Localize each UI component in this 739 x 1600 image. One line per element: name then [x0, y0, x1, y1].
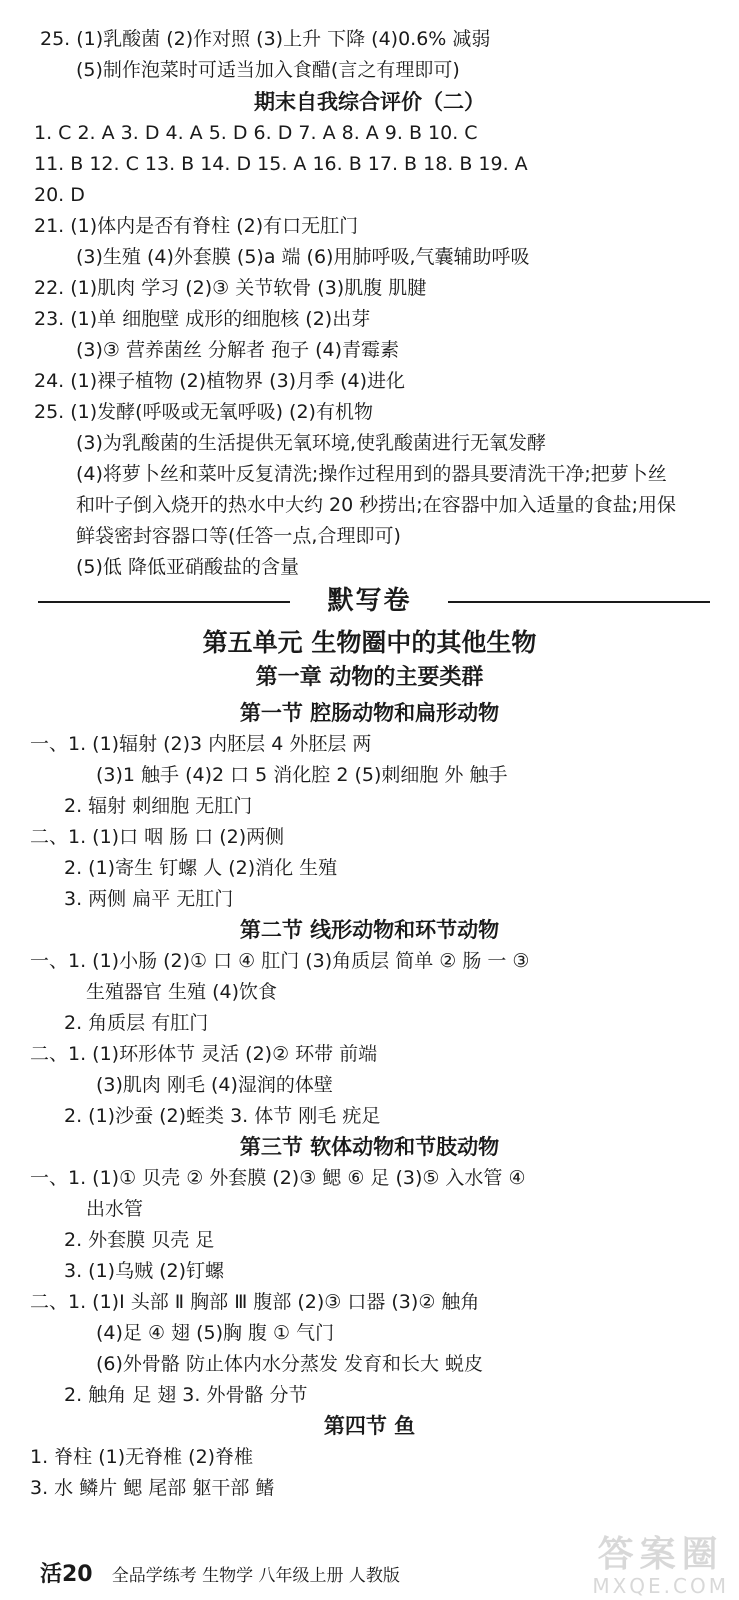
chapter-title: 第一章 动物的主要类群 [255, 665, 484, 690]
answer-line: (3)肌肉 刚毛 (4)湿润的体壁 [96, 1074, 333, 1096]
section-heading: 第四节 鱼 [323, 1414, 416, 1438]
answer-line: 3. (1)乌贼 (2)钉螺 [64, 1260, 225, 1282]
answer-line: 二、1. (1)口 咽 肠 口 (2)两侧 [30, 826, 285, 848]
answer-line: 2. 辐射 刺细胞 无肛门 [64, 795, 253, 817]
book-title: 全品学练考 生物学 八年级上册 人教版 [111, 1566, 400, 1586]
answer-line: (3)生殖 (4)外套膜 (5)a 端 (6)用肺呼吸,气囊辅助呼吸 [76, 246, 530, 268]
answer-line: 鲜袋密封容器口等(任答一点,合理即可) [76, 525, 401, 547]
answer-line: 二、1. (1)Ⅰ 头部 Ⅱ 胸部 Ⅲ 腹部 (2)③ 口器 (3)② 触角 [30, 1291, 480, 1313]
answer-line: 1. 脊柱 (1)无脊椎 (2)脊椎 [30, 1446, 254, 1468]
answer-line: (3)③ 营养菌丝 分解者 孢子 (4)青霉素 [76, 339, 400, 361]
answer-line: 24. (1)裸子植物 (2)植物界 (3)月季 (4)进化 [34, 370, 406, 392]
answer-line: (4)将萝卜丝和菜叶反复清洗;操作过程用到的器具要清洗干净;把萝卜丝 [76, 463, 667, 485]
answer-line: 3. 两侧 扁平 无肛门 [64, 888, 234, 910]
answer-line: 20. D [34, 184, 85, 206]
answer-line: 一、1. (1)① 贝壳 ② 外套膜 (2)③ 鳃 ⑥ 足 (3)⑤ 入水管 ④ [30, 1167, 526, 1189]
watermark-url: MXQE.COM [592, 1574, 729, 1598]
answer-line: 2. (1)沙蚕 (2)蛭类 3. 体节 刚毛 疣足 [64, 1105, 381, 1127]
page-number: 活20 [40, 1562, 93, 1587]
answer-line: 一、1. (1)小肠 (2)① 口 ④ 肛门 (3)角质层 简单 ② 肠 一 ③ [30, 950, 530, 972]
section-heading: 期末自我综合评价（二） [254, 90, 485, 114]
section-heading: 第三节 软体动物和节肢动物 [239, 1135, 500, 1159]
watermark-text: 答案圈 [597, 1534, 724, 1575]
answer-line: 25. (1)发酵(呼吸或无氧呼吸) (2)有机物 [34, 401, 373, 423]
answer-line: 21. (1)体内是否有脊柱 (2)有口无肛门 [34, 215, 359, 237]
answer-line: 二、1. (1)环形体节 灵活 (2)② 环带 前端 [30, 1043, 378, 1065]
answer-line: 3. 水 鳞片 鳃 尾部 躯干部 鳍 [30, 1477, 275, 1499]
answer-line: 一、1. (1)辐射 (2)3 内胚层 4 外胚层 两 [30, 733, 372, 755]
answer-line: (5)低 降低亚硝酸盐的含量 [76, 556, 299, 578]
answer-line: (5)制作泡菜时可适当加入食醋(言之有理即可) [76, 59, 460, 81]
section-heading: 第一节 腔肠动物和扁形动物 [239, 701, 500, 725]
answer-line: 25. (1)乳酸菌 (2)作对照 (3)上升 下降 (4)0.6% 减弱 [40, 28, 491, 50]
answer-line: (4)足 ④ 翅 (5)胸 腹 ① 气门 [96, 1322, 335, 1344]
banner-title: 默写卷 [327, 586, 412, 616]
answer-line: (6)外骨骼 防止体内水分蒸发 发育和长大 蜕皮 [96, 1353, 484, 1375]
answer-line: 2. 角质层 有肛门 [64, 1012, 209, 1034]
answer-line: 22. (1)肌肉 学习 (2)③ 关节软骨 (3)肌腹 肌腱 [34, 277, 427, 299]
answer-line: 出水管 [86, 1198, 144, 1220]
answer-line: 2. (1)寄生 钉螺 人 (2)消化 生殖 [64, 857, 338, 879]
answer-line: 生殖器官 生殖 (4)饮食 [86, 981, 277, 1003]
answer-line: 2. 外套膜 贝壳 足 [64, 1229, 215, 1251]
answer-line: 和叶子倒入烧开的热水中大约 20 秒捞出;在容器中加入适量的食盐;用保 [76, 494, 677, 516]
section-heading: 第二节 线形动物和环节动物 [239, 918, 500, 942]
answer-line: 2. 触角 足 翅 3. 外骨骼 分节 [64, 1384, 308, 1406]
answer-line: 1. C 2. A 3. D 4. A 5. D 6. D 7. A 8. A 9. B 10. C [34, 122, 478, 144]
unit-title: 第五单元 生物圈中的其他生物 [202, 628, 537, 657]
divider-right [448, 601, 710, 603]
page-footer [40, 1560, 400, 1590]
answer-line: 23. (1)单 细胞壁 成形的细胞核 (2)出芽 [34, 308, 371, 330]
answer-line: (3)为乳酸菌的生活提供无氧环境,使乳酸菌进行无氧发酵 [76, 432, 546, 454]
watermark [592, 1535, 729, 1597]
answer-line: (3)1 触手 (4)2 口 5 消化腔 2 (5)刺细胞 外 触手 [96, 764, 508, 786]
answer-line: 11. B 12. C 13. B 14. D 15. A 16. B 17. B 18. B 19. A [34, 153, 528, 175]
